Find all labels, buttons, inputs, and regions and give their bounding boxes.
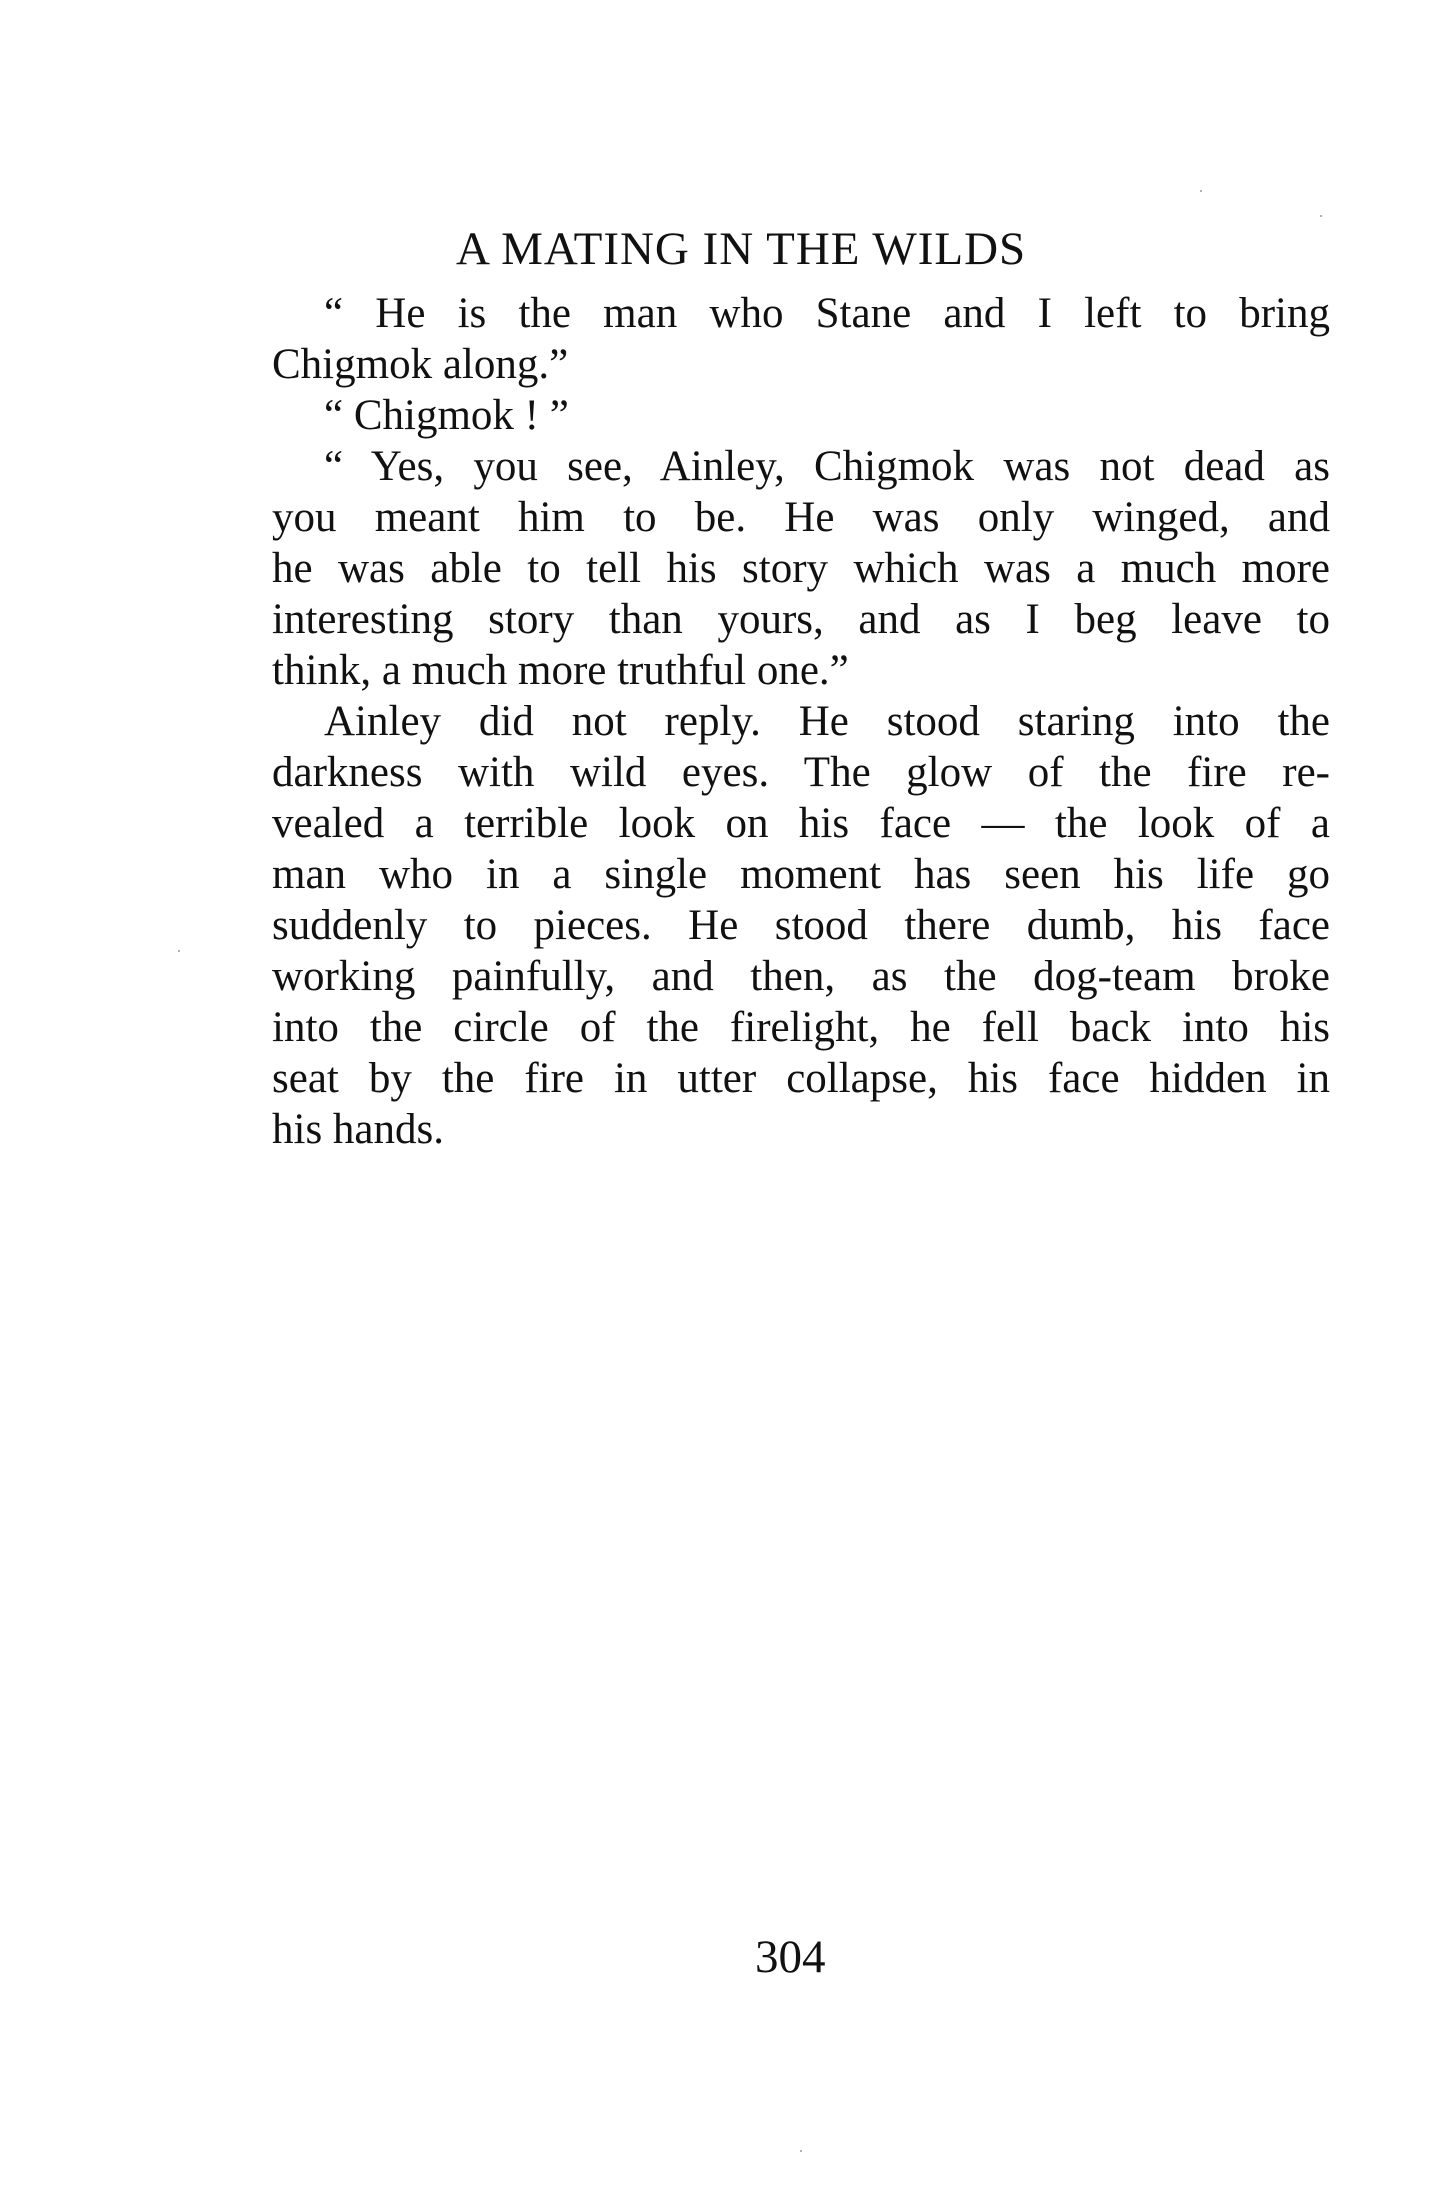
text-line: his hands.: [272, 1106, 444, 1153]
text-line: Chigmok along.”: [272, 341, 569, 388]
page-number: 304: [755, 1931, 826, 1983]
dust-speck: [1320, 215, 1322, 217]
text-line: “ Yes, you see, Ainley, Chigmok was not dead as: [324, 443, 1330, 490]
text-line: working painfully, and then, as the dog-team broke: [272, 953, 1330, 1000]
text-line: darkness with wild eyes. The glow of the fire re-: [272, 749, 1330, 796]
text-line: “ He is the man who Stane and I left to bring: [324, 290, 1330, 337]
dust-speck: [178, 950, 180, 952]
text-line: Ainley did not reply. He stood staring into the: [324, 698, 1330, 745]
body-text: [272, 288, 1330, 1155]
text-line: man who in a single moment has seen his life go: [272, 851, 1330, 898]
dust-speck: [1200, 190, 1202, 192]
dust-speck: [800, 2150, 802, 2152]
text-line: interesting story than yours, and as I beg leave to: [272, 596, 1330, 643]
text-line: vealed a terrible look on his face — the look of a: [272, 800, 1330, 847]
text-line: seat by the fire in utter collapse, his face hidden in: [272, 1055, 1330, 1102]
text-line: “ Chigmok ! ”: [324, 392, 569, 439]
text-line: you meant him to be. He was only winged, and: [272, 494, 1330, 541]
text-line: think, a much more truthful one.”: [272, 647, 849, 694]
text-line: he was able to tell his story which was a much more: [272, 545, 1330, 592]
text-line: suddenly to pieces. He stood there dumb, his face: [272, 902, 1330, 949]
text-line: into the circle of the firelight, he fell back into his: [272, 1004, 1330, 1051]
running-head: A MATING IN THE WILDS: [456, 223, 1027, 275]
